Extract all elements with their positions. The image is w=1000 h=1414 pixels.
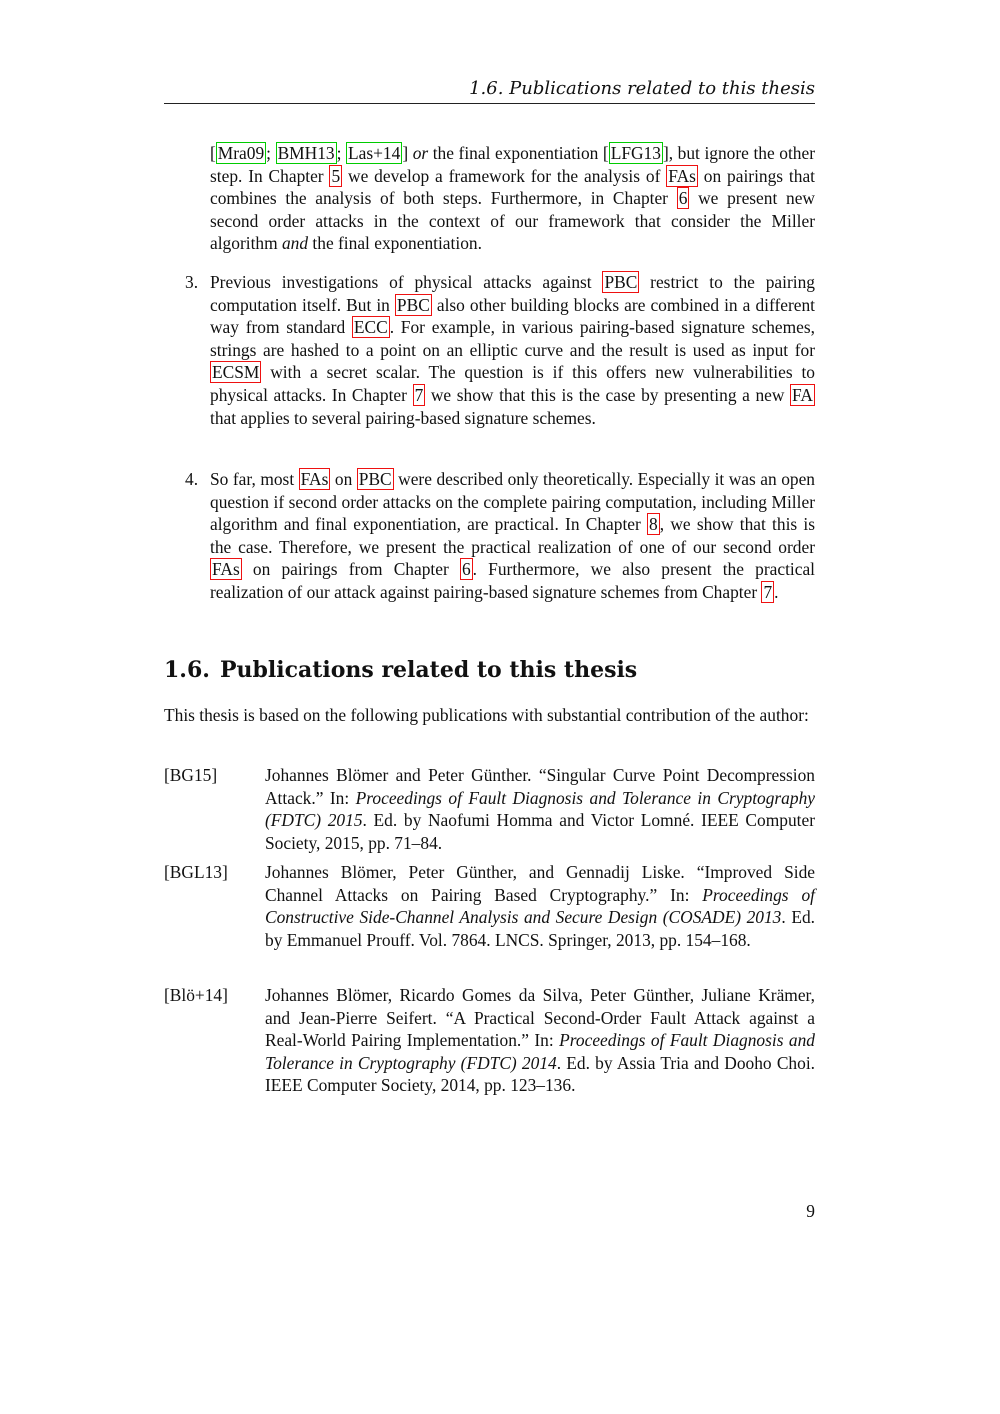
bib-key: [BG15] [164,765,218,785]
list-item-number: 4. [185,469,199,489]
text-run: we develop a framework for the analysis of [342,165,667,186]
list-item-body [210,468,815,604]
acronym-link[interactable]: FA [792,384,813,405]
chapter-link[interactable]: 8 [649,514,658,535]
text-run: , but ignore the other step. In Chapter [210,143,816,186]
chapter-link[interactable]: 7 [763,581,773,602]
text-run: ; [266,143,276,163]
list-item-body [210,271,815,429]
section-title-text: Publications related to this thesis [219,657,638,683]
citation-link[interactable]: Las+14 [348,143,401,163]
acronym-link[interactable]: ECC [353,317,388,338]
text-run: the final exponentiation. [312,233,482,254]
text-run: on [330,469,357,489]
text-run: we present new second order attacks in the context of our framework that consider the Miller algorithm [210,188,815,254]
text-run: the final exponentiation [428,143,603,163]
bib-entry [164,764,815,854]
text-run: . Furthermore, we also present the practical realization of our attack against pairing-based signature schemes from Chapter [210,559,815,602]
text-run: were described only theoretically. Especially it was an open question if second order attacks on the complete pairing computation, including Miller algorithm and final exponentiation, are practical. In Chapter [210,469,815,535]
acronym-link[interactable]: FAs [668,165,696,186]
acronym-link[interactable]: FAs [212,559,240,580]
text-run: . Ed. by Emmanuel Prouff. Vol. 7864. LNCS. Springer, 2013, pp. 154–168. [265,907,815,950]
list-item-4 [164,468,815,604]
citation-link[interactable]: LFG13 [610,143,661,163]
acronym-link[interactable]: PBC [358,469,392,489]
acronym-link[interactable]: FAs [300,469,329,489]
text-run: , we show that this is the case. Therefore, we present the practical realization of one of our second order [210,514,816,557]
bib-key: [Blö+14] [164,985,228,1005]
bib-text [265,861,815,951]
section-intro-paragraph: This thesis is based on the following publications with substantial contribution of the author: [164,705,809,725]
text-run: . Ed. by Assia Tria and Dooho Choi. IEEE Computer Society, 2014, pp. 123–136. [265,1052,815,1096]
text-run: . For example, in various pairing-based signature schemes, strings are hashed to a point on an elliptic curve and the result is used as input for [210,317,815,360]
citation-link[interactable]: Mra09 [217,143,265,163]
list-item-body: [ Mra09 ; BMH13 ; Las+14 ] or the final exponentiation [ LFG13 ], but ignore the other step. In Chapter 5 we develop a framework for the analysis of FAs on pairings that combines the analysis of both steps. Furthermore, in Chapter 6 we present new second order attacks in the context of our framework that consider the Miller algorithm and the final exponentiation. [210,143,816,254]
list-item-number: 3. [185,272,199,292]
chapter-link[interactable]: 5 [331,165,341,186]
text-run: Johannes Blömer and Peter Günther. “Singular Curve Point Decompression Attack.” In: [265,765,815,808]
text-run: we show that this is the case by presenting a new [425,384,791,405]
emphasis: or [412,143,429,163]
citation-link[interactable]: BMH13 [277,143,335,163]
text-run: also other building blocks are combined in a different way from standard [210,294,815,338]
section-number: 1.6. [164,657,210,683]
acronym-link[interactable]: PBC [604,272,638,292]
bib-entry [164,984,815,1097]
text-run: ; [336,143,346,163]
page-number: 9 [806,1201,815,1221]
bib-entry [164,861,815,951]
text-run: with a secret scalar. The question is if this offers new vulnerabilities to physical attacks. In Chapter [210,362,815,405]
list-item-2-continued [164,142,815,255]
bib-text [265,984,815,1097]
text-run: So far, most [210,469,299,489]
bib-venue: Proceedings of Fault Diagnosis and Tolerance in Cryptography (FDTC) 2015 [265,787,815,831]
acronym-link[interactable]: ECSM [212,362,260,383]
text-run: on pairings from Chapter [241,559,460,580]
acronym-link[interactable]: PBC [396,294,430,315]
bib-venue: Proceedings of Constructive Side-Channel Analysis and Secure Design (COSADE) 2013 [265,884,815,928]
chapter-link[interactable]: 6 [461,559,471,580]
text-run: . Ed. by Naofumi Homma and Victor Lomné. IEEE Computer Society, 2015, pp. 71–84. [265,810,815,853]
text-run: . [774,581,779,602]
text-run: Previous investigations of physical attacks against [210,272,603,292]
list-item-3 [164,271,815,429]
text-run: Johannes Blömer, Peter Günther, and Gennadij Liske. “Improved Side Channel Attacks on Pairing Based Cryptography.” In: [265,862,815,905]
section-heading [164,657,637,683]
emphasis: and [281,233,309,254]
bib-text [265,764,815,854]
bib-venue: Proceedings of Fault Diagnosis and Tolerance in Cryptography (FDTC) 2014 [265,1030,815,1073]
text-run: on pairings that combines the analysis of both steps. Furthermore, in Chapter [210,165,815,209]
text-run: restrict to the pairing computation itself. But in [210,272,815,315]
text-run: that applies to several pairing-based signature schemes. [210,407,596,428]
running-header: 1.6. Publications related to this thesis [164,78,815,104]
text-run: Johannes Blömer, Ricardo Gomes da Silva, Peter Günther, Juliane Krämer, and Jean-Pierre Seifert. “A Practical Second-Order Fault Attack against a Real-World Pairing Implementation.” In: [265,985,815,1051]
bib-key: [BGL13] [164,862,228,882]
chapter-link[interactable]: 7 [414,384,424,405]
chapter-link[interactable]: 6 [678,188,688,209]
